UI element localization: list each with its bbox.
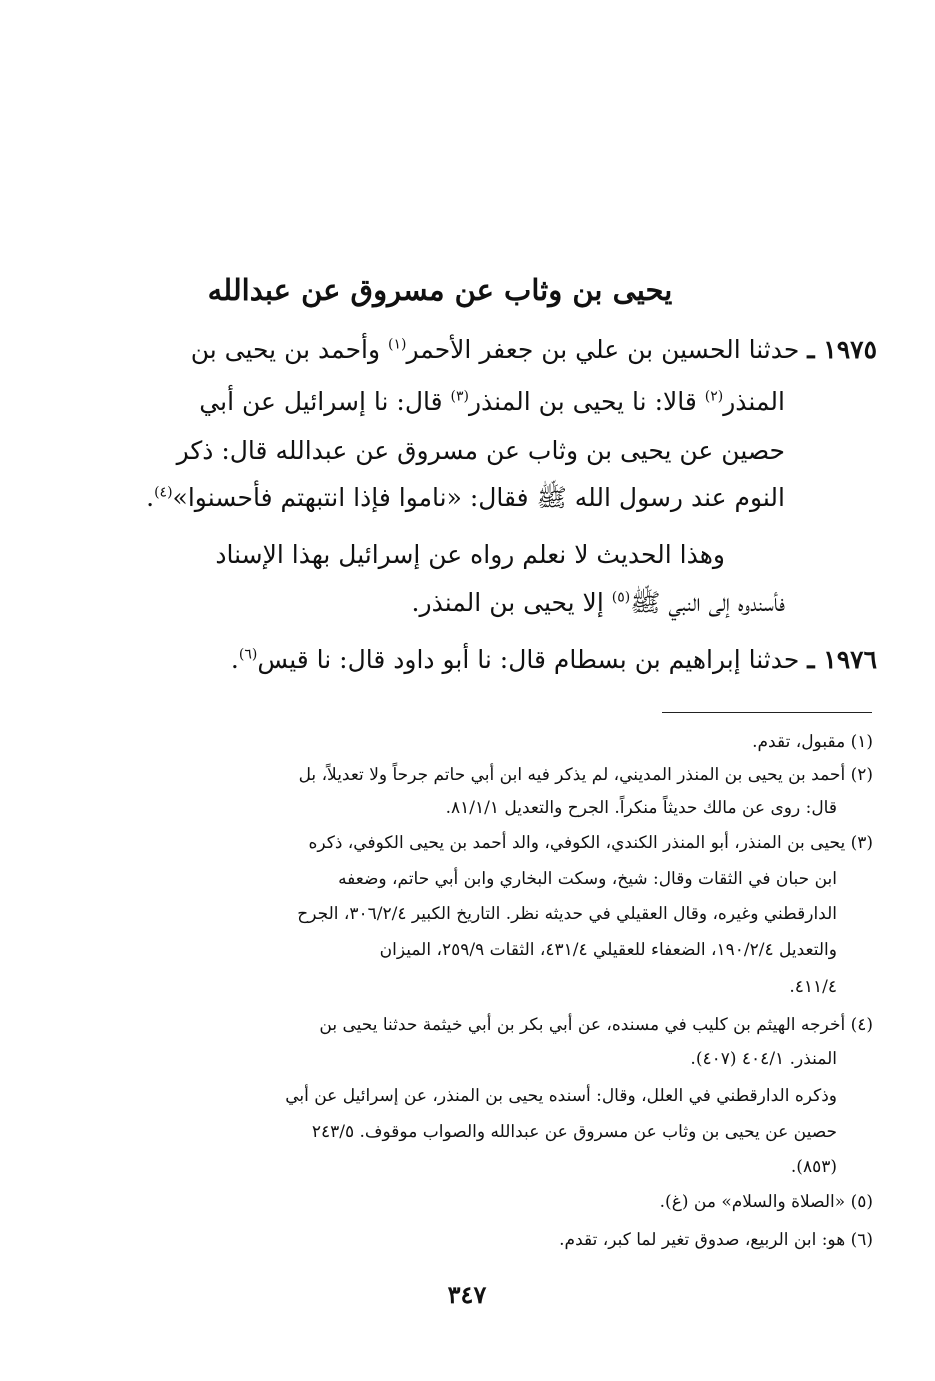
hadith-1975-text: وأحمد بن يحيى بن <box>190 335 388 364</box>
footnote-2-continuation: قال: روى عن مالك حديثاً منكراً. الجرح والتعديل ٨١/١/١. <box>445 798 837 818</box>
hadith-1975-text: . <box>146 483 155 512</box>
hadith-1976-text: . <box>230 645 239 674</box>
footnote-3-continuation: ٤١١/٤. <box>789 977 837 997</box>
footnote-ref-3: (٣) <box>450 388 469 405</box>
hadith-1975-line-2 <box>125 382 785 422</box>
footnote-4-continuation: (٨٥٣). <box>790 1157 837 1177</box>
footnote-3-continuation: الدارقطني وغيره، وقال العقيلي في حديثه نظر. التاريخ الكبير ٣٠٦/٢/٤، الجرح <box>297 904 837 924</box>
footnote-2: (٢) أحمد بن يحيى بن المنذر المديني، لم يذكر فيه ابن أبي حاتم جرحاً ولا تعديلاً، بل <box>298 765 873 785</box>
footnote-ref-1: (١) <box>388 336 407 353</box>
hadith-1975-text: حدثنا الحسين بن علي بن جعفر الأحمر <box>406 335 800 364</box>
comment-text: إلا يحيى بن المنذر. <box>411 588 612 617</box>
hadith-1975-line-4 <box>125 478 785 518</box>
section-heading: يحيى بن وثاب عن مسروق عن عبدالله <box>207 273 673 307</box>
footnote-4: (٤) أخرجه الهيثم بن كليب في مسنده، عن أبي بكر بن أبي خيثمة حدثنا يحيى بن <box>319 1015 873 1035</box>
hadith-1975-text: المنذر <box>723 387 785 416</box>
footnote-4-continuation: المنذر. ٤٠٤/١ (٤٠٧). <box>690 1049 837 1069</box>
hadith-1975-line-3 <box>125 431 785 471</box>
hadith-1976-number: ١٩٧٦ ـ <box>807 645 877 674</box>
footnote-4-continuation: وذكره الدارقطني في العلل، وقال: أسنده يحيى بن المنذر، عن إسرائيل عن أبي <box>285 1086 837 1106</box>
hadith-1975-line-1 <box>157 330 877 370</box>
footnote-ref-5: (٥) <box>611 589 631 606</box>
hadith-1975-text: قال: نا إسرائيل عن أبي <box>199 387 451 416</box>
footnote-5: (٥) «الصلاة والسلام» من (غ). <box>659 1192 873 1212</box>
footnote-separator <box>662 712 872 713</box>
footnote-ref-6: (٦) <box>238 646 258 663</box>
hadith-1975-text: النوم عند رسول الله ﷺ فقال: «ناموا فإذا انتبهتم فأحسنوا» <box>172 483 785 512</box>
hadith-1975-text: حصين عن يحيى بن وثاب عن مسروق عن عبدالله قال: ذكر <box>176 436 785 465</box>
footnote-ref-4: (٤) <box>154 484 173 501</box>
hadith-1975-number: ١٩٧٥ ـ <box>807 335 877 364</box>
page-number: ٣٤٧ <box>447 1280 487 1309</box>
comment-text: فأسندوه إلى النبي ﷺ <box>630 588 785 617</box>
footnote-6: (٦) هو: ابن الربيع، صدوق تغير لما كبر، تقدم. <box>559 1230 873 1250</box>
footnote-4-continuation: حصين عن يحيى بن وثاب عن مسروق عن عبدالله والصواب موقوف. ٢٤٣/٥ <box>311 1122 837 1142</box>
hadith-1976-line <box>157 640 877 680</box>
comment-line-1: وهذا الحديث لا نعلم رواه عن إسرائيل بهذا الإسناد <box>215 540 725 569</box>
footnote-ref-2: (٢) <box>704 388 724 405</box>
footnote-3: (٣) يحيى بن المنذر، أبو المنذر الكندي، الكوفي، والد أحمد بن يحيى الكوفي، ذكره <box>308 833 873 853</box>
footnote-1: (١) مقبول، تقدم. <box>752 732 873 752</box>
comment-line-2 <box>125 583 785 623</box>
hadith-1976-text: حدثنا إبراهيم بن بسطام قال: نا أبو داود قال: نا قيس <box>257 645 800 674</box>
footnote-3-continuation: والتعديل ١٩٠/٢/٤، الضعفاء للعقيلي ٤٣١/٤، الثقات ٢٥٩/٩، الميزان <box>379 940 837 960</box>
hadith-1975-text: قالا: نا يحيى بن المنذر <box>468 387 705 416</box>
footnote-3-continuation: ابن حبان في الثقات وقال: شيخ، وسكت البخاري وابن أبي حاتم، وضعفه <box>338 869 837 889</box>
